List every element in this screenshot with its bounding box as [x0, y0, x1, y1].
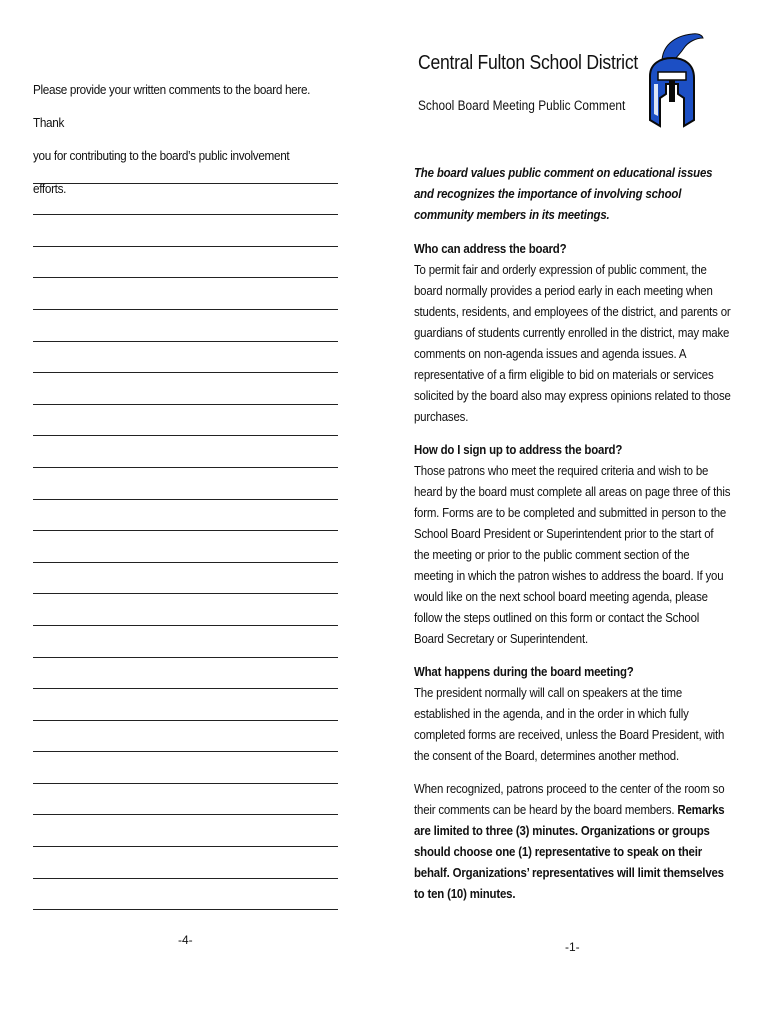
writing-line[interactable]: [33, 658, 338, 690]
writing-line[interactable]: [33, 784, 338, 816]
section-body: Those patrons who meet the required criteria and wish to be heard by the board must complete all areas on page three of this form. Forms are to be completed and submitted in person to the School Board President or Superintendent prior to the start of the meeting or prior to the public comment section of the meeting in which the patron wishes to address the board. If you would like on the next school board meeting agenda, please follow the steps outlined on this form or contact the School Board Secretary or Superintendent.: [414, 463, 731, 646]
section-body: When recognized, patrons proceed to the center of the room so their comments can be heard by the board members.: [414, 781, 725, 817]
writing-line[interactable]: [33, 215, 338, 247]
writing-line[interactable]: [33, 247, 338, 279]
writing-line[interactable]: [33, 278, 338, 310]
section-heading: How do I sign up to address the board?: [414, 442, 623, 457]
writing-line[interactable]: [33, 184, 338, 216]
writing-line[interactable]: [33, 689, 338, 721]
section-body: The president normally will call on speakers at the time established in the agenda, and in the order in which fully completed forms are received, unless the Board President, with the consent of the Board, determines another method.: [414, 685, 725, 763]
writing-line[interactable]: [33, 879, 338, 911]
helmet-visor: [658, 72, 686, 80]
writing-line[interactable]: [33, 847, 338, 879]
writing-line[interactable]: [33, 405, 338, 437]
section-sign-up: [414, 439, 731, 649]
district-title: Central Fulton School District: [418, 52, 638, 74]
section-speaking-rules: [414, 778, 731, 904]
section-body: To permit fair and orderly expression of public comment, the board normally provides a period early in each meeting when students, residents, and employees of the district, and parents or guardians of students currently enrolled in the district, may make comments on non-agenda issues and agenda issues. A representative of a firm eligible to bid on materials or services solicited by the board also may express opinions related to those purchases.: [414, 262, 731, 424]
page-number-right: -1-: [565, 940, 580, 954]
time-limit-notice: Remarks are limited to three (3) minutes. Organizations or groups should choose one (1) representative to speak on their behalf. Organizations’ representatives will limit themselves to ten (10) minutes.: [414, 802, 725, 901]
section-during-meeting: [414, 661, 731, 766]
writing-line[interactable]: [33, 721, 338, 753]
writing-line[interactable]: [33, 500, 338, 532]
writing-line[interactable]: [33, 342, 338, 374]
writing-line[interactable]: [33, 531, 338, 563]
writing-line[interactable]: [33, 310, 338, 342]
instructions-line-2: you for contributing to the board’s public involvement efforts.: [33, 149, 290, 196]
writing-line[interactable]: [33, 594, 338, 626]
section-heading: Who can address the board?: [414, 241, 567, 256]
helmet-nose-guard: [669, 80, 675, 102]
writing-line[interactable]: [33, 626, 338, 658]
page-number-left: -4-: [178, 933, 193, 947]
section-heading: What happens during the board meeting?: [414, 664, 634, 679]
instructions-line-1: Please provide your written comments to the board here. Thank: [33, 83, 311, 130]
writing-line[interactable]: [33, 152, 338, 184]
writing-line[interactable]: [33, 563, 338, 595]
form-subtitle: School Board Meeting Public Comment: [418, 98, 626, 113]
lead-statement: The board values public comment on educational issues and recognizes the importance of involving school community members in its meetings.: [414, 165, 713, 222]
writing-line[interactable]: [33, 373, 338, 405]
section-who-can-address: [414, 238, 731, 427]
public-comment-info: [414, 162, 731, 916]
writing-line[interactable]: [33, 468, 338, 500]
writing-line[interactable]: [33, 752, 338, 784]
writing-line[interactable]: [33, 815, 338, 847]
spartan-helmet-icon: [640, 32, 704, 128]
helmet-highlight: [654, 84, 658, 116]
writing-line[interactable]: [33, 436, 338, 468]
comment-writing-lines[interactable]: [33, 152, 338, 910]
